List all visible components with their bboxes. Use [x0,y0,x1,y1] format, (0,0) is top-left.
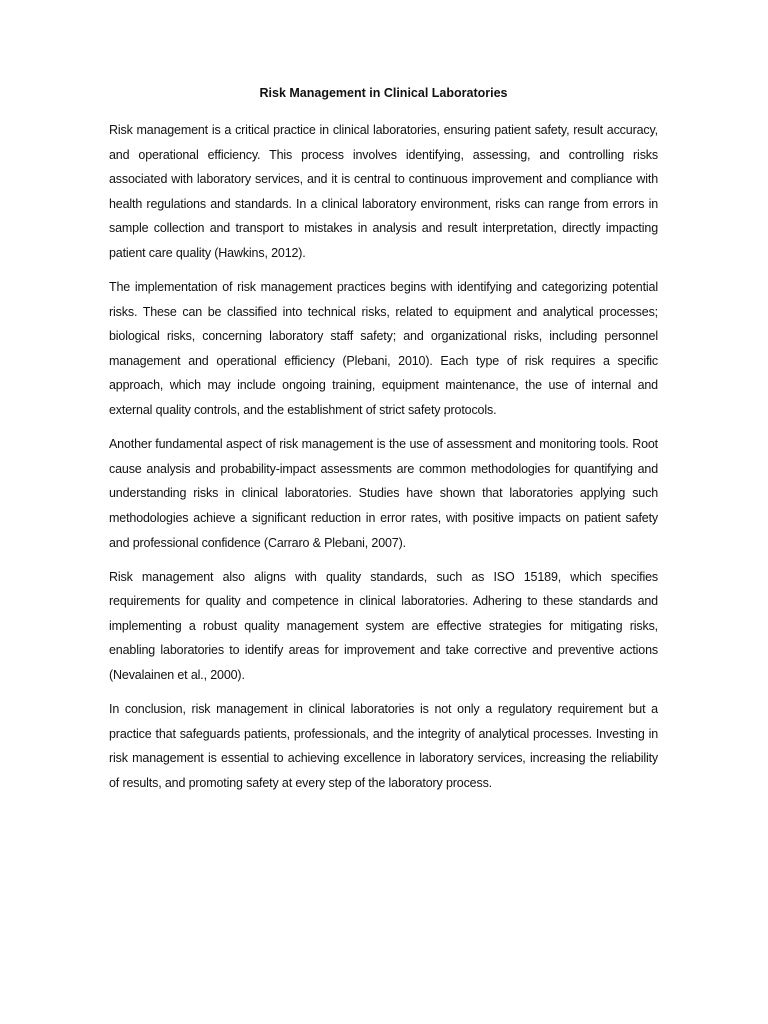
paragraph-risk-categories: The implementation of risk management practices begins with identifying and categorizing potential risks. These can be classified into technical risks, related to equipment and analytical processes; biological risks, concerning laboratory staff safety; and organizational risks, including personnel management and operational efficiency (Plebani, 2010). Each type of risk requires a specific approach, which may include ongoing training, equipment maintenance, the use of internal and external quality controls, and the establishment of strict safety protocols. [109,280,658,418]
document-page [109,84,658,805]
paragraph-assessment-tools: Another fundamental aspect of risk management is the use of assessment and monitoring tools. Root cause analysis and probability-impact assessments are common methodologies for quantifying and understanding risks in clinical laboratories. Studies have shown that laboratories applying such methodologies achieve a significant reduction in error rates, with positive impacts on patient safety and professional confidence (Carraro & Plebani, 2007). [109,437,658,550]
paragraph-conclusion: In conclusion, risk management in clinical laboratories is not only a regulatory requirement but a practice that safeguards patients, professionals, and the integrity of analytical processes. Investing in risk management is essential to achieving excellence in laboratory services, increasing the reliability of results, and promoting safety at every step of the laboratory process. [109,702,658,790]
paragraph-quality-standards: Risk management also aligns with quality standards, such as ISO 15189, which specifies requirements for quality and competence in clinical laboratories. Adhering to these standards and implementing a robust quality management system are effective strategies for mitigating risks, enabling laboratories to identify areas for improvement and take corrective and preventive actions (Nevalainen et al., 2000). [109,569,658,682]
paragraph-introduction: Risk management is a critical practice in clinical laboratories, ensuring patient safety, result accuracy, and operational efficiency. This process involves identifying, assessing, and controlling risks associated with laboratory services, and it is central to continuous improvement and compliance with health regulations and standards. In a clinical laboratory environment, risks can range from errors in sample collection and transport to mistakes in analysis and result interpretation, directly impacting patient care quality (Hawkins, 2012). [109,123,658,260]
document-title: Risk Management in Clinical Laboratories [259,86,508,100]
